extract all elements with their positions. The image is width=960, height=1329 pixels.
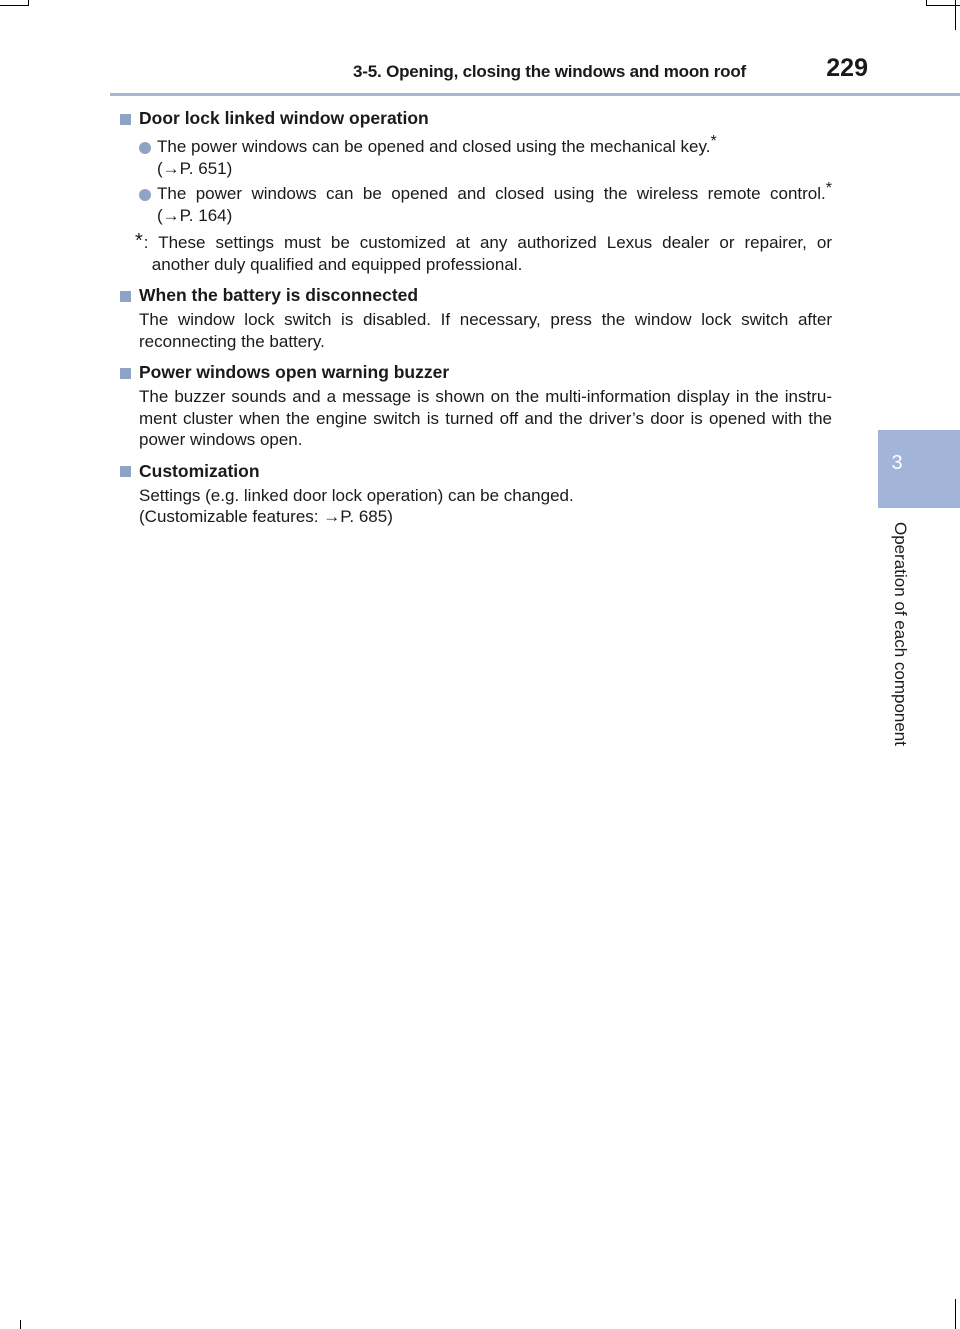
section-door-lock-linked bbox=[120, 106, 832, 275]
paragraph bbox=[139, 485, 832, 528]
round-bullet-icon bbox=[139, 142, 151, 154]
paragraph-line: The buzzer sounds and a message is shown on the multi-information display in the instru- bbox=[139, 387, 832, 406]
paragraph-line: The window lock switch is disabled. If necessary, press the window lock switch after bbox=[139, 310, 832, 329]
square-bullet-icon bbox=[120, 114, 131, 125]
bullet-sentence: The power windows can be opened and closed using the mechanical key. bbox=[157, 137, 711, 156]
paragraph bbox=[139, 309, 832, 352]
header-rule bbox=[110, 93, 960, 96]
section-heading bbox=[120, 459, 832, 485]
crop-mark bbox=[20, 1320, 21, 1329]
heading-text: Door lock linked window operation bbox=[139, 108, 429, 129]
round-bullet-icon bbox=[139, 189, 151, 201]
heading-text: Customization bbox=[139, 460, 260, 481]
section-warning-buzzer bbox=[120, 360, 832, 451]
crop-mark bbox=[955, 1299, 956, 1329]
crop-mark bbox=[28, 0, 29, 6]
footnote-asterisk: * bbox=[135, 230, 143, 252]
section-heading bbox=[120, 106, 832, 132]
chapter-number: 3 bbox=[891, 452, 903, 474]
paragraph-line: reconnecting the battery. bbox=[139, 331, 325, 351]
asterisk-mark: * bbox=[825, 180, 832, 197]
section-heading bbox=[120, 360, 832, 386]
paragraph-line: Settings (e.g. linked door lock operation) can be changed. bbox=[139, 485, 574, 505]
footnote-line: another duly qualified and equipped professional. bbox=[151, 254, 523, 274]
footnote-text bbox=[144, 232, 832, 275]
footnote-line: : These settings must be customized at any authorized Lexus dealer or repairer, or bbox=[143, 233, 832, 252]
square-bullet-icon bbox=[120, 368, 131, 379]
asterisk-mark: * bbox=[710, 133, 717, 150]
paragraph-line: power windows open. bbox=[139, 430, 303, 449]
section-title: 3-5. Opening, closing the windows and moon roof bbox=[353, 62, 746, 81]
paragraph-line: (Customizable features: →P. 685) bbox=[139, 507, 393, 526]
paragraph-line: ment cluster when the engine switch is turned off and the driver’s door is opened with the bbox=[139, 408, 832, 428]
page-reference: (→P. 651) bbox=[157, 158, 233, 178]
crop-mark bbox=[926, 0, 927, 6]
bullet-text bbox=[157, 180, 832, 226]
bullet-sentence-wrap bbox=[157, 180, 832, 205]
crop-mark bbox=[955, 0, 956, 30]
page-reference: (→P. 164) bbox=[157, 205, 233, 225]
section-battery-disconnected bbox=[120, 283, 832, 352]
list-item bbox=[139, 180, 832, 226]
bullet-sentence: The power windows can be opened and closed using the wireless remote control. bbox=[157, 184, 826, 203]
heading-text: Power windows open warning buzzer bbox=[139, 362, 450, 383]
square-bullet-icon bbox=[120, 466, 131, 477]
chapter-tab bbox=[878, 430, 960, 508]
section-heading bbox=[120, 283, 832, 309]
page-number: 229 bbox=[826, 54, 868, 82]
square-bullet-icon bbox=[120, 291, 131, 302]
page-content bbox=[120, 106, 832, 536]
paragraph bbox=[139, 386, 832, 451]
crop-mark bbox=[0, 5, 28, 6]
list-item bbox=[139, 133, 832, 179]
bullet-text bbox=[157, 133, 832, 179]
section-customization bbox=[120, 459, 832, 528]
footnote bbox=[135, 232, 832, 275]
chapter-label: Operation of each component bbox=[891, 522, 910, 746]
heading-text: When the battery is disconnected bbox=[139, 285, 419, 306]
